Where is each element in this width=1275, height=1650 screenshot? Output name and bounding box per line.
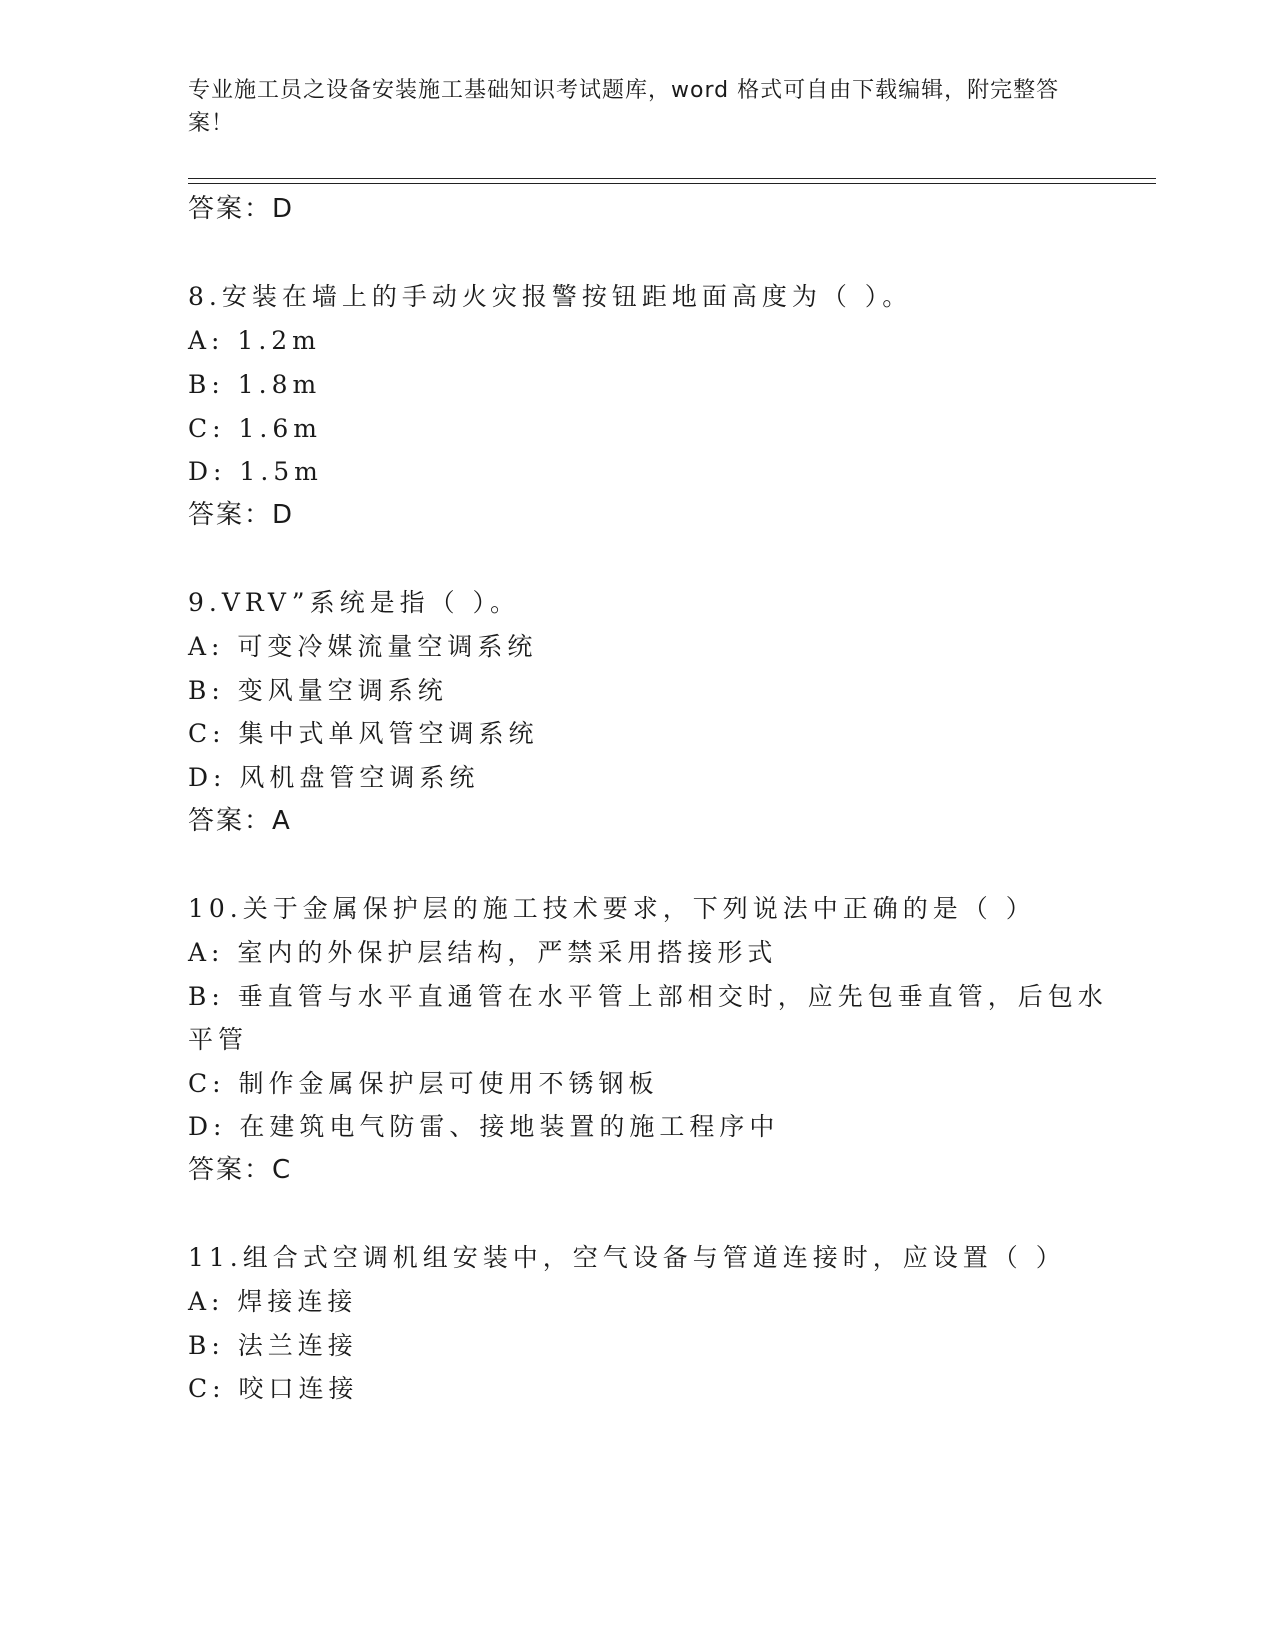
option-c: C: 1.6m [188, 414, 322, 443]
question-stem: 10.关于金属保护层的施工技术要求，下列说法中正确的是（ ） [188, 894, 1036, 923]
question-stem: 9.VRV”系统是指（ ）。 [188, 588, 521, 617]
answer-line: 答案：D [188, 194, 295, 224]
question-stem: 11.组合式空调机组安装中，空气设备与管道连接时，应设置（ ） [188, 1243, 1066, 1272]
option-a: A: 可变冷媒流量空调系统 [188, 632, 538, 661]
option-d: D: 风机盘管空调系统 [188, 763, 480, 792]
answer-line: 答案：D [188, 500, 295, 530]
option-a: A: 室内的外保护层结构，严禁采用搭接形式 [188, 938, 778, 967]
answer-line: 答案：C [188, 1155, 293, 1185]
option-d: D: 在建筑电气防雷、接地装置的施工程序中 [188, 1112, 780, 1141]
option-b: B: 法兰连接 [188, 1331, 358, 1360]
document-header: 专业施工员之设备安装施工基础知识考试题库，word 格式可自由下载编辑，附完整答案！ [188, 78, 1060, 136]
option-b-continued: 平管 [188, 1025, 249, 1054]
header-rule-top [188, 178, 1156, 179]
option-b: B: 垂直管与水平直通管在水平管上部相交时，应先包垂直管，后包水 [188, 982, 1108, 1011]
option-b: B: 1.8m [188, 370, 322, 399]
option-c: C: 集中式单风管空调系统 [188, 719, 539, 748]
option-a: A: 1.2m [188, 326, 321, 355]
question-stem: 8.安装在墙上的手动火灾报警按钮距地面高度为（ ）。 [188, 282, 913, 311]
header-rule-bottom [188, 183, 1156, 184]
option-a: A: 焊接连接 [188, 1287, 358, 1316]
option-c: C: 咬口连接 [188, 1374, 359, 1403]
option-c: C: 制作金属保护层可使用不锈钢板 [188, 1069, 659, 1098]
option-b: B: 变风量空调系统 [188, 676, 448, 705]
option-d: D: 1.5m [188, 457, 323, 486]
answer-line: 答案：A [188, 806, 292, 836]
